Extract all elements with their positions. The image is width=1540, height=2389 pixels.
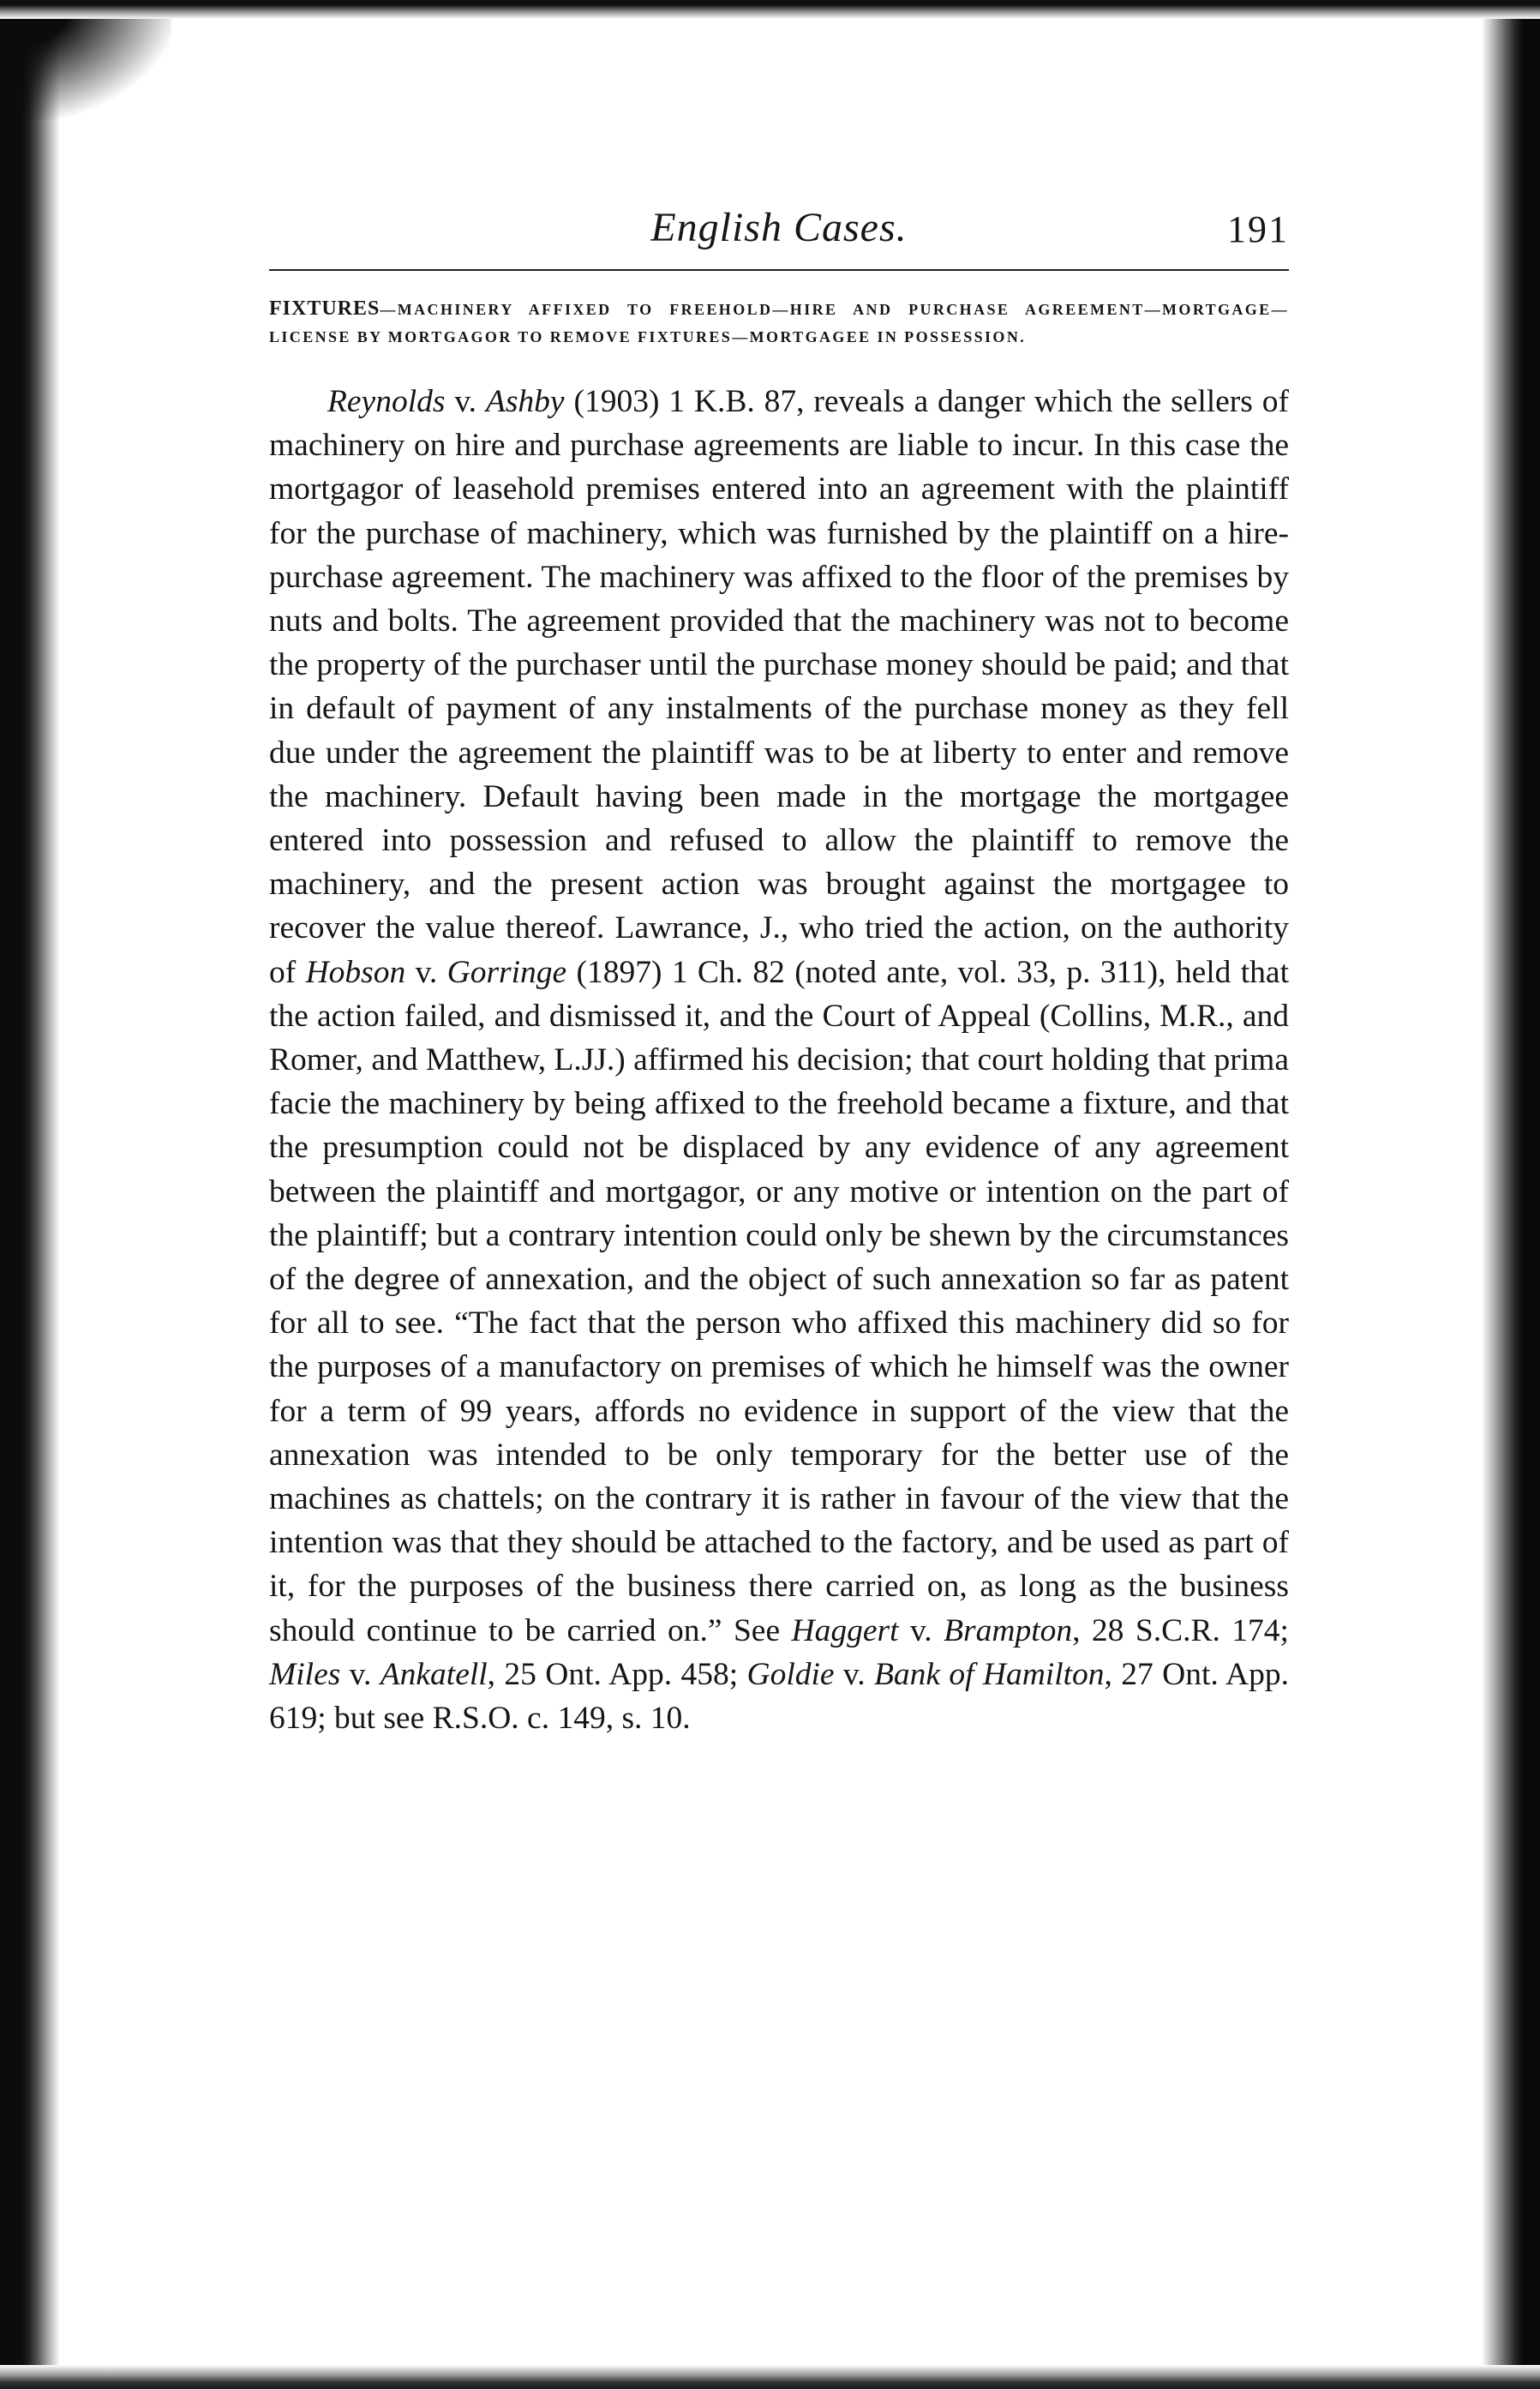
scan-edge-top: [0, 0, 1540, 19]
case-name: Reynolds: [327, 384, 446, 419]
case-name: Ashby: [485, 384, 565, 419]
case-name: Bank of Hamilton: [873, 1656, 1105, 1692]
paragraph-text: (1897) 1 Ch. 82 (noted ante, vol. 33, p. 311), held that the action failed, and dismissed it, and the Court of Appeal (Collins, M.R., and Romer, and Matthew, L.JJ.) affirmed his decision; that court holding that prima facie the machinery by being affixed to the freehold became a fixture, and that the presumption could not be displaced by any evidence of any agreement between the plaintiff and mortgagor, or any motive or intention on the part of the plaintiff; but a contrary intention could only be shewn by the circumstances of the degree of annexation, and the object of such annexation so far as patent for all to see. “The fact that the person who affixed this machinery did so for the purposes of a manufactory on premises of which he himself was the owner for a term of 99 years, affords no evidence in support of the view that the annexation was intended to be only temporary for the better use of the machines as chattels; on the contrary it is rather in favour of the view that the intention was that they should be attached to the factory, and be used as part of it, for the purposes of the business there carried on, as long as the business should continue to be carried on.” See: [269, 954, 1289, 1648]
scan-edge-left: [0, 0, 60, 2389]
case-name: Haggert: [791, 1612, 899, 1648]
case-name: Hobson: [305, 954, 406, 990]
headnote-lead: FIXTURES: [269, 297, 381, 320]
book-page: [269, 189, 1289, 1740]
case-name: Gorringe: [446, 954, 567, 990]
case-versus: v.: [340, 1656, 381, 1692]
paragraph-text: , 28 S.C.R. 174;: [1072, 1612, 1289, 1648]
paragraph-text: , 27 Ont. App. 619; but see R.S.O. c. 149, s. 10.: [269, 1656, 1289, 1737]
case-versus: v.: [405, 954, 447, 990]
case-name: Goldie: [746, 1656, 835, 1692]
scan-edge-bottom: [0, 2365, 1540, 2389]
running-title: English Cases.: [650, 205, 908, 250]
headnote: [269, 295, 1289, 351]
case-name: Ankatell: [380, 1656, 488, 1692]
paragraph-text: (1903) 1 K.B. 87, reveals a danger which the sellers of machinery on hire and purchase agreements are liable to incur. In this case the mortgagor of leasehold premises entered into an agreement with the plaintiff for the purchase of machinery, which was furnished by the plaintiff on a hire-purchase agreement. The machinery was affixed to the floor of the premises by nuts and bolts. The agreement provided that the machinery was not to become the property of the purchaser until the purchase money should be paid; and that in default of payment of any instalments of the purchase money as they fell due under the agreement the plaintiff was to be at liberty to enter and remove the machinery. Default having been made in the mortgage the mortgagee entered into possession and refused to allow the plaintiff to remove the machinery, and the present action was brought against the mortgagee to recover the value thereof. Lawrance, J., who tried the action, on the authority of: [269, 384, 1289, 990]
case-name: Brampton: [944, 1612, 1073, 1648]
case-note-paragraph: [269, 380, 1289, 1740]
case-versus: v.: [834, 1656, 874, 1692]
running-head: [269, 189, 1289, 266]
case-versus: v.: [898, 1612, 944, 1648]
headnote-rest: —MACHINERY AFFIXED TO FREEHOLD—HIRE AND PURCHASE AGREEMENT—MORTGAGE—LICENSE BY MORTGAGOR TO REMOVE FIXTURES—MORTGAGEE IN POSSESSION.: [269, 301, 1289, 345]
case-name: Miles: [269, 1656, 341, 1692]
header-rule: [269, 269, 1289, 271]
scan-edge-right: [1482, 0, 1540, 2389]
paragraph-text: , 25 Ont. App. 458;: [487, 1656, 747, 1692]
case-versus: v.: [445, 384, 486, 419]
page-number: 191: [1227, 208, 1289, 250]
